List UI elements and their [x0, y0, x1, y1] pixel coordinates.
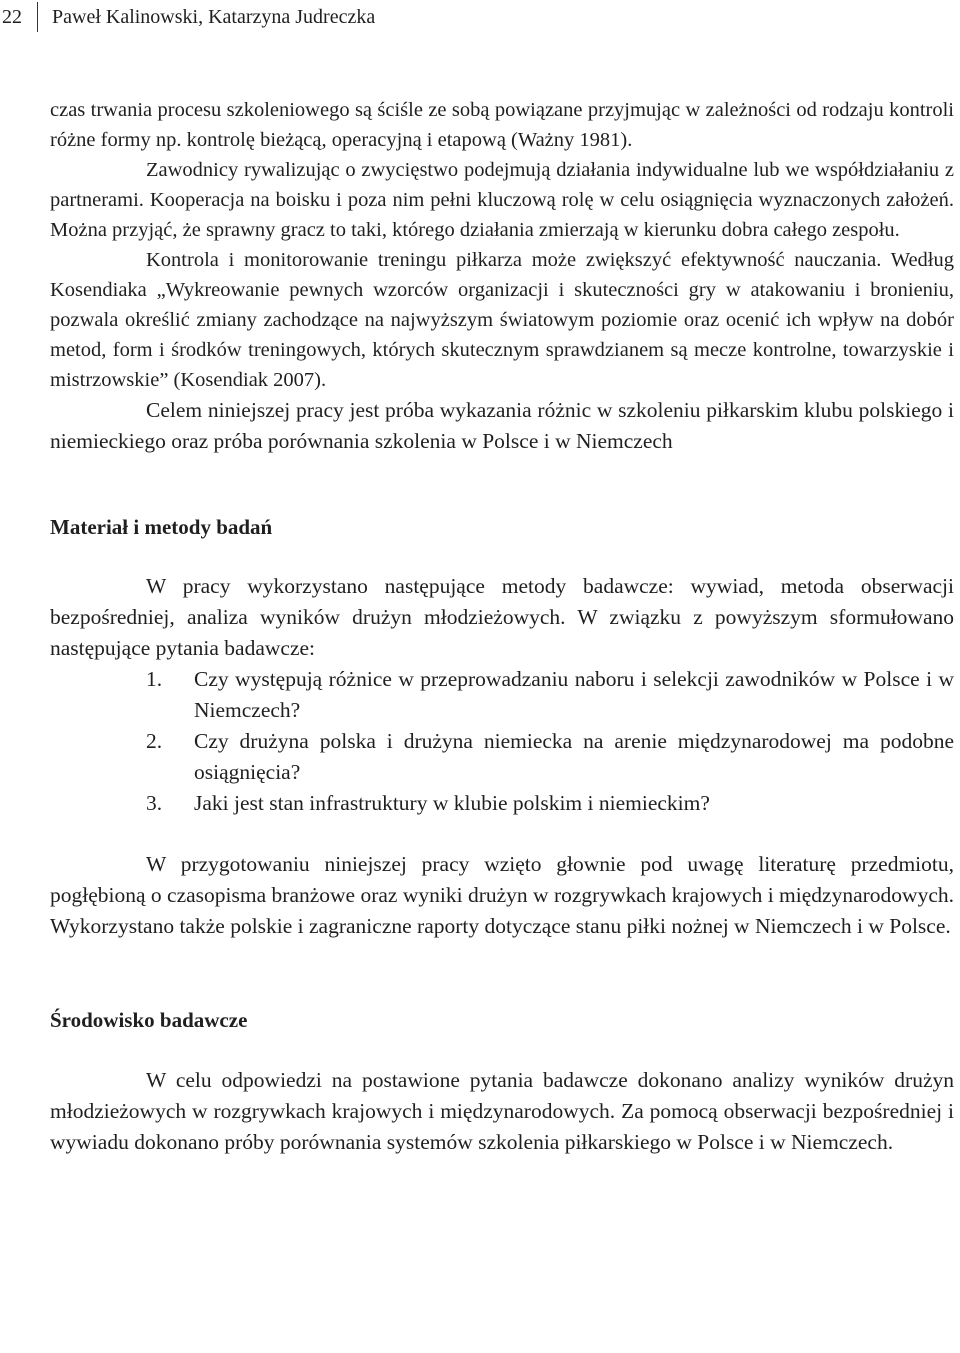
paragraph-monitoring: Kontrola i monitorowanie treningu piłkarza może zwiększyć efektywność nauczania. Według Kosendiaka „Wykreowanie pewnych wzorców organizacji i skuteczności gry w atakowaniu i bronieniu, pozwala określić zmiany zachodzące na najwyższym światowym poziomie oraz ocenić ich wpływ na dobór metod, form i środków treningowych, których skutecznym sprawdzianem są mecze kontrolne, towarzyskie i mistrzowskie” (Kosendiak 2007). [50, 249, 954, 391]
question-number: 2. [146, 729, 163, 753]
paragraph-continuation: czas trwania procesu szkoleniowego są ściśle ze sobą powiązane przyjmując w zależności od rodzaju kontroli różne formy np. kontrolę bieżącą, operacyjną i etapową (Ważny 1981). [50, 99, 954, 151]
header-divider [37, 2, 38, 32]
question-text: Jaki jest stan infrastruktury w klubie polskim i niemieckim? [194, 791, 710, 815]
paragraph-environment: W celu odpowiedzi na postawione pytania badawcze dokonano analizy wyników drużyn młodzieżowych w rozgrywkach krajowych i międzynarodowych. Za pomocą obserwacji bezpośredniej i wywiadu dokonano próby porównania systemów szkolenia piłkarskiego w Polsce i w Niemczech. [50, 1068, 954, 1154]
research-question [50, 664, 954, 726]
question-text: Czy występują różnice w przeprowadzaniu naboru i selekcji zawodników w Polsce i w Niemczech? [194, 667, 954, 722]
question-number: 1. [146, 667, 163, 691]
paragraph-cooperation: Zawodnicy rywalizując o zwycięstwo podejmują działania indywidualne lub we współdziałaniu z partnerami. Kooperacja na boisku i poza nim pełni kluczową rolę w celu osiągnięcia wyznaczonych założeń. Można przyjąć, że sprawny gracz to taki, którego działania zmierzają w kierunku dobra całego zespołu. [50, 159, 954, 241]
research-question [50, 788, 954, 819]
paragraph-methods-intro: W pracy wykorzystano następujące metody badawcze: wywiad, metoda obserwacji bezpośredniej, analiza wyników drużyn młodzieżowych. W związku z powyższym sformułowano następujące pytania badawcze: [50, 574, 954, 660]
paragraph-literature: W przygotowaniu niniejszej pracy wzięto głownie pod uwagę literaturę przedmiotu, pogłębioną o czasopisma branżowe oraz wyniki drużyn w rozgrywkach krajowych i międzynarodowych. Wykorzystano także polskie i zagraniczne raporty dotyczące stanu piłki nożnej w Niemczech i w Polsce. [50, 852, 954, 938]
page-header [0, 2, 960, 32]
section-heading-methods: Materiał i metody badań [50, 515, 273, 539]
page-body [50, 95, 954, 1158]
page-number: 22 [2, 6, 22, 28]
research-questions-list [50, 664, 954, 819]
question-text: Czy drużyna polska i drużyna niemiecka na arenie międzynarodowej ma podobne osiągnięcia? [194, 729, 954, 784]
running-head-authors: Paweł Kalinowski, Katarzyna Judreczka [52, 6, 376, 28]
research-question [50, 726, 954, 788]
paragraph-aim: Celem niniejszej pracy jest próba wykazania różnic w szkoleniu piłkarskim klubu polskiego i niemieckiego oraz próba porównania szkolenia w Polsce i w Niemczech [50, 398, 954, 453]
question-number: 3. [146, 791, 163, 815]
section-heading-environment: Środowisko badawcze [50, 1008, 248, 1032]
